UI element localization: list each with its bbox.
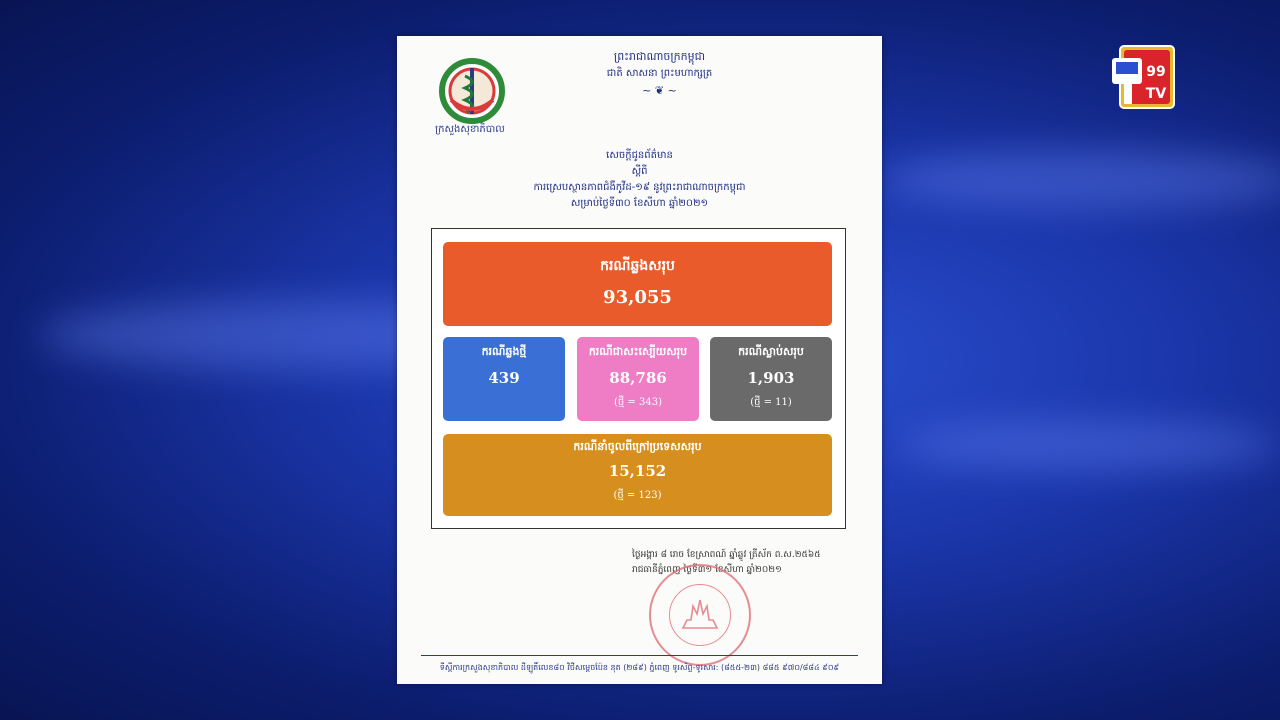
deaths-value: 1,903 [747,369,795,387]
svg-text:99: 99 [1146,64,1166,80]
imported-cases-label: ករណីនាំចូលពីក្រៅប្រទេសសរុប [573,440,702,453]
svg-text:TV: TV [1145,86,1167,102]
total-cases-box [443,242,832,326]
total-cases-label: ករណីឆ្លងសរុប [600,258,675,274]
background-light-streak [900,420,1280,470]
lunar-date: ថ្ងៃអង្គារ ៨ រោច ខែស្រាពណ៍ ឆ្នាំឆ្លូវ ត្រីស័ក ព.ស.២៥៦៥ [632,550,821,560]
kingdom-name: ព្រះរាជាណាចក្រកម្ពុជា [613,50,706,63]
title-line-4: សម្រាប់ថ្ងៃទី៣០ ខែសីហា ឆ្នាំ២០២១ [570,198,709,209]
imported-cases-value: 15,152 [608,462,667,480]
angkor-temple-icon [681,596,719,630]
official-seal [649,564,751,666]
title-line-1: សេចក្តីជូនព័ត៌មាន [606,150,673,161]
new-cases-label: ករណីឆ្លងថ្មី [481,345,527,358]
recovered-new-note: (ថ្មី = 343) [614,397,662,408]
recovered-box [577,337,699,421]
footer-address: ទីស្តីការក្រសួងសុខាភិបាល ដីឡូតិ៍លេខ៨០ វិថីសម្តេចប៉ែន នុត (២៨៩) ភ្នំពេញ ទូរស័ព្ទ-ទូរសារ: (៨៥៥-២៣) ៨៨៥ ៩៧០/៨៨៤ ៩០៩ [439,663,840,672]
recovered-value: 88,786 [609,369,667,387]
deaths-label: ករណីស្លាប់សរុប [738,345,804,358]
new-cases-box [443,337,565,421]
new-cases-value: 439 [488,369,520,387]
tv-channel-logo [1112,44,1176,112]
ministry-name: ក្រសួងសុខាភិបាល [435,124,505,135]
ornament: ~ ❦ ~ [642,84,677,97]
statistics-panel [431,228,846,529]
solar-date: រាជធានីភ្នំពេញ ថ្ងៃទី៣១ ខែសីហា ឆ្នាំ២០២១ [632,565,782,575]
title-line-3: ការស្រេបស្ថានភាពជំងឺកូវីដ-១៩ នូវព្រះរាជាណាចក្រកម្ពុជា [533,182,746,193]
deaths-box [710,337,832,421]
footer-divider [421,655,858,656]
deaths-new-note: (ថ្មី = 11) [750,397,792,408]
background-light-streak [880,150,1280,210]
total-cases-value: 93,055 [603,287,672,308]
imported-new-note: (ថ្មី = 123) [613,490,662,501]
imported-cases-box [443,434,832,516]
national-motto: ជាតិ សាសនា ព្រះមហាក្សត្រ [606,68,713,79]
kingdom-header [397,48,882,99]
document-title [397,148,882,212]
title-line-2: ស្តីពី [631,166,648,177]
recovered-label: ករណីជាសះស្បើយសរុប [588,345,688,358]
press-release-document [397,36,882,684]
